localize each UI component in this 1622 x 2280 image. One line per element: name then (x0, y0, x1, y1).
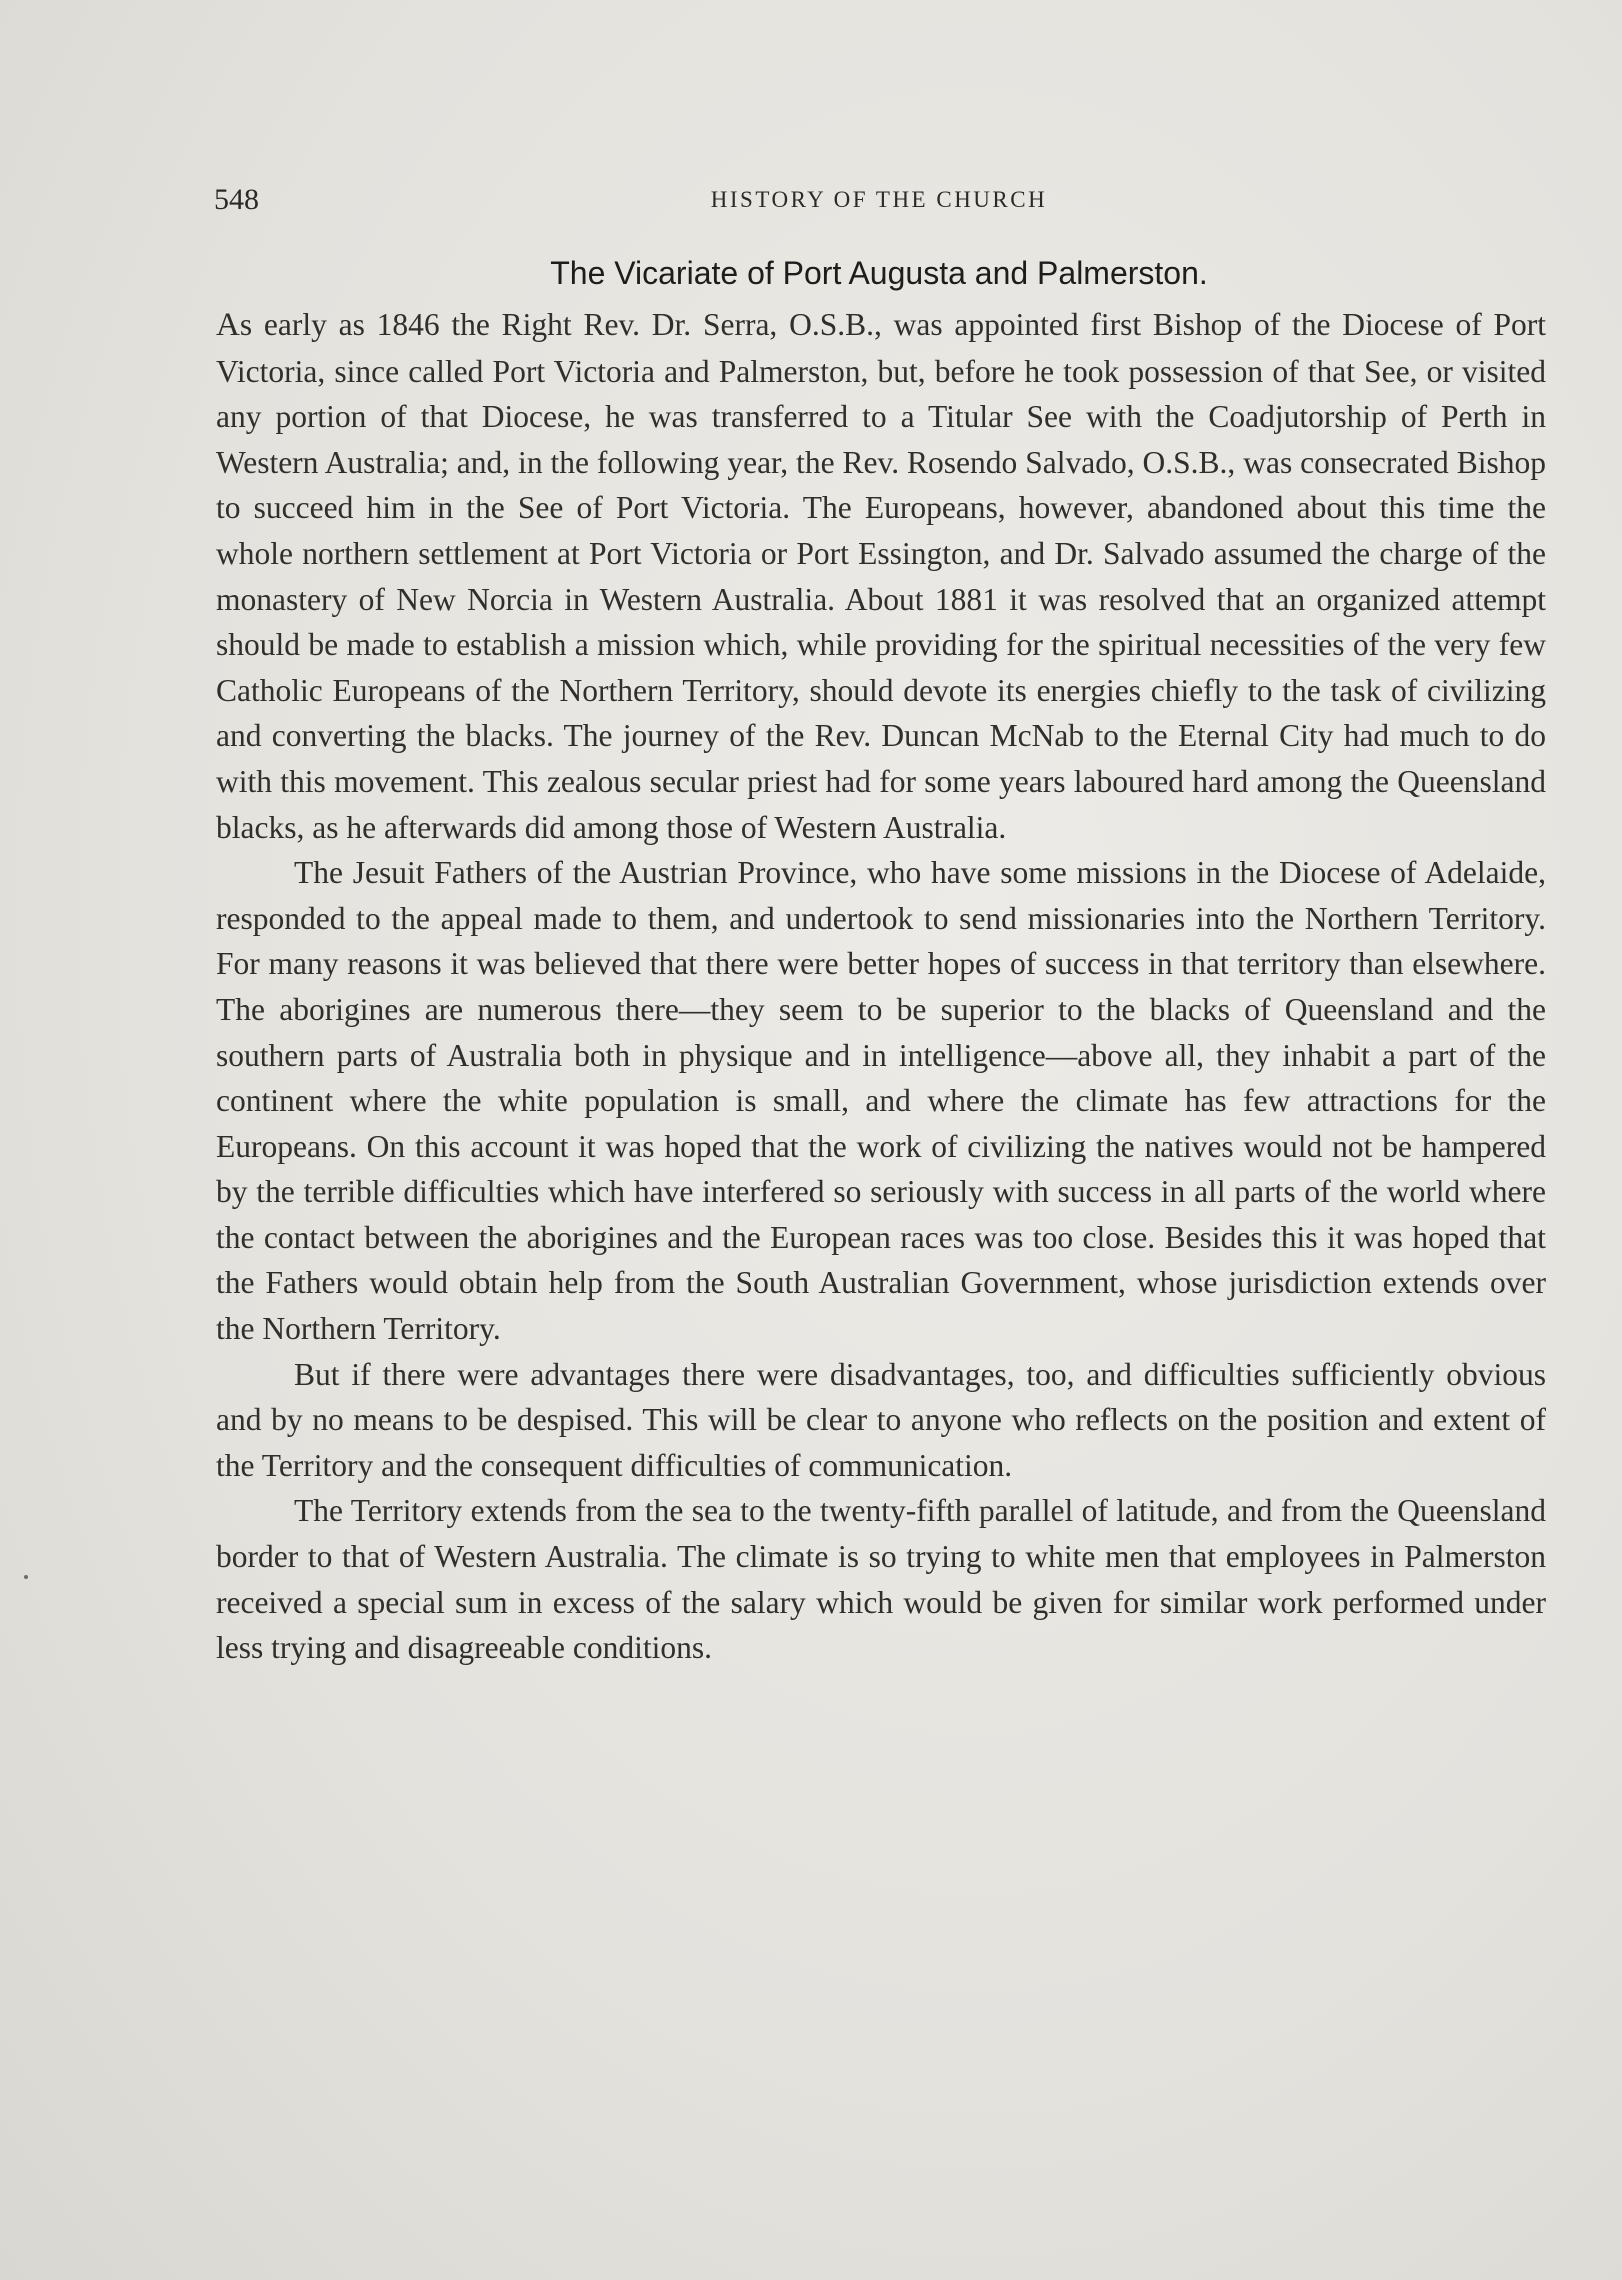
paragraph-2: The Jesuit Fathers of the Austrian Province, who have some missions in the Diocese of Adelaide, responded to the appeal made to them, and undertook to send missionaries into the Northern Territory. For many reasons it was believed that there were better hopes of success in that territory than elsewhere. The aborigines are numerous there—they seem to be superior to the blacks of Queensland and the southern parts of Australia both in physique and in intelligence—above all, they inhabit a part of the continent where the white population is small, and where the climate has few attractions for the Europeans. On this account it was hoped that the work of civilizing the natives would not be hampered by the terrible difficulties which have interfered so seriously with success in all parts of the world where the contact between the aborigines and the European races was too close. Besides this it was hoped that the Fathers would obtain help from the South Australian Government, whose jurisdiction extends over the Northern Territory. (216, 855, 1546, 1347)
section-title: The Vicariate of Port Augusta and Palmerston. (550, 255, 1208, 291)
running-title: HISTORY OF THE CHURCH (710, 187, 1048, 212)
paragraph-4: The Territory extends from the sea to the twenty-fifth parallel of latitude, and from the Queensland border to that of Western Australia. The climate is so trying to white men that employees in Palmerston received a special sum in excess of the salary which would be given for similar work performed under less trying and disagreeable conditions. (216, 1493, 1546, 1666)
body-text (216, 302, 1546, 1671)
page-number: 548 (214, 183, 259, 216)
paragraph-3: But if there were advantages there were disadvantages, too, and difficulties sufficiently obvious and by no means to be despised. This will be clear to anyone who reflects on the position and extent of the Territory and the consequent difficulties of communication. (216, 1356, 1546, 1483)
running-head (214, 183, 1544, 223)
paragraph-1: As early as 1846 the Right Rev. Dr. Serra, O.S.B., was appointed first Bishop of the Diocese of Port Victoria, since called Port Victoria and Palmerston, but, before he took possession of that See, or visited any portion of that Diocese, he was transferred to a Titular See with the Coadjutorship of Perth in Western Australia; and, in the following year, the Rev. Rosendo Salvado, O.S.B., was consecrated Bishop to succeed him in the See of Port Victoria. The Europeans, however, abandoned about this time the whole northern settlement at Port Victoria or Port Essington, and Dr. Salvado assumed the charge of the monastery of New Norcia in Western Australia. About 1881 it was resolved that an organized attempt should be made to establish a mission which, while providing for the spiritual necessities of the very few Catholic Europeans of the Northern Territory, should devote its energies chiefly to the task of civilizing and converting the blacks. The journey of the Rev. Duncan McNab to the Eternal City had much to do with this movement. This zealous secular priest had for some years laboured hard among the Queensland blacks, as he afterwards did among those of Western Australia. (216, 307, 1546, 845)
paper-speck (24, 1575, 28, 1579)
